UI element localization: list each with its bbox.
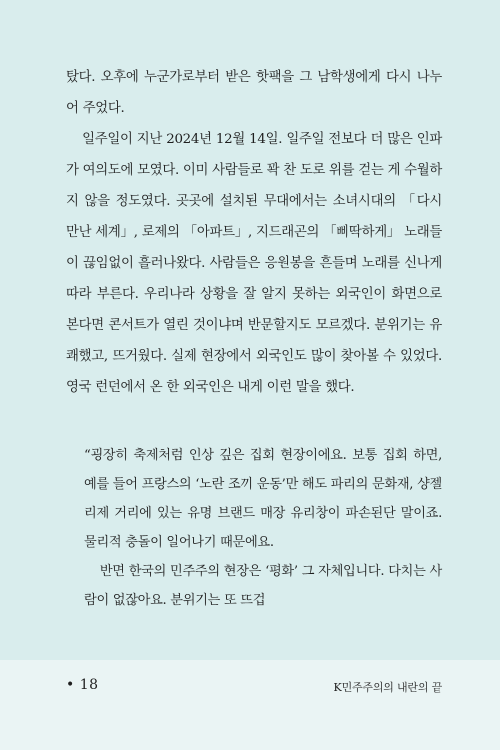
page-number: • 18 — [66, 677, 99, 693]
quote-paragraph: “굉장히 축제처럼 인상 깊은 집회 현장이에요. 보통 집회 하면, 예를 들어 프랑스의 ‘노란 조끼 운동’만 해도 파리의 문화재, 샹젤리제 거리에 있는 유명 브랜드 매장 유리창이 파손된단 말이죠. 물리적 충돌이 일어나기 때문에요. — [84, 448, 442, 550]
paragraph: 일주일이 지난 2024년 12월 14일. 일주일 전보다 더 많은 인파가 여의도에 모였다. 이미 사람들로 꽉 찬 도로 위를 걷는 게 수월하지 않을 정도였다. 곳곳에 설치된 무대에서는 소녀시대의 「다시 만난 세계」, 로제의 「아파트」, 지드래곤의 「삐딱하게」 노래들이 끊임없이 흘러나왔다. 사람들은 응원봉을 흔들며 노래를 신나게 따라 부른다. 우리나라 상황을 잘 알지 못하는 외국인이 화면으로 본다면 콘서트가 열린 것이냐며 반문할지도 모르겠다. 분위기는 유쾌했고, 뜨거웠다. 실제 현장에서 외국인도 많이 찾아볼 수 있었다. 영국 런던에서 온 한 외국인은 내게 이런 말을 했다. — [66, 132, 442, 395]
paragraph: 탔다. 오후에 누군가로부터 받은 핫팩을 그 남학생에게 다시 나누어 주었다. — [66, 70, 442, 116]
quote-paragraph: 반면 한국의 민주주의 현장은 ‘평화’ 그 자체입니다. 다치는 사람이 없잖아요. 분위기는 또 뜨겁 — [84, 564, 442, 608]
page-footer — [0, 660, 500, 750]
block-quote — [84, 441, 442, 615]
body-text — [66, 62, 442, 403]
running-title: K민주주의의 내란의 끝 — [333, 681, 442, 694]
